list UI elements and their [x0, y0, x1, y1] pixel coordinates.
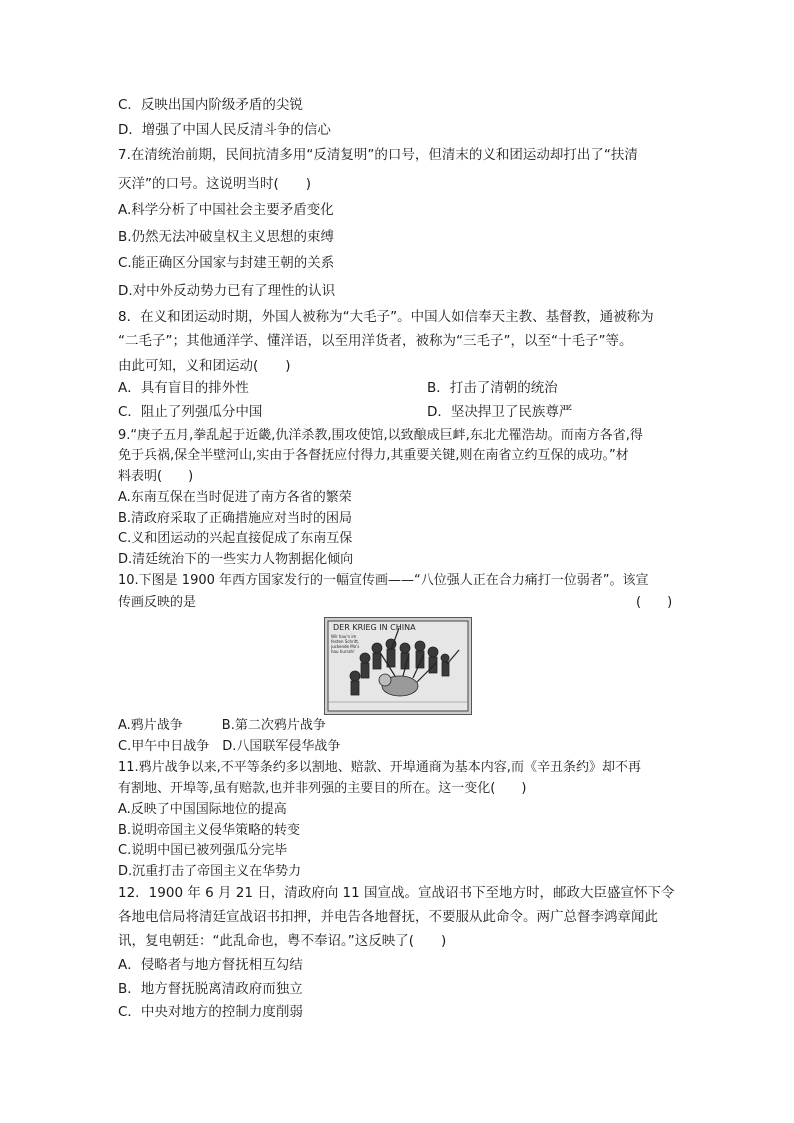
q10-answer-paren: ( ): [636, 595, 673, 610]
q12-stem-line2: 各地电信局将清廷宣战诏书扣押，并电告各地督抚，不要服从此命令。两广总督李鸿章闻此: [118, 909, 658, 925]
q8-option-a: A．具有盲目的排外性: [118, 380, 249, 396]
q12-option-a: A．侵略者与地方督抚相互勾结: [118, 957, 303, 973]
q8-stem-line1: 8．在义和团运动时期，外国人被称为“大毛子”。中国人如信奉天主教、基督教，通被称为: [118, 309, 654, 325]
q7-stem-line1: 7.在清统治前期，民间抗清多用“反清复明”的口号，但清末的义和团运动却打出了“扶清: [118, 147, 638, 163]
q9-option-d: D.清廷统治下的一些实力人物割据化倾向: [118, 552, 354, 567]
q10-option-cd: C.甲午中日战争 D.八国联军侵华战争: [118, 739, 341, 754]
illustration-art: [325, 618, 471, 714]
q11-option-d: D.沉重打击了帝国主义在华势力: [118, 864, 302, 879]
q10-option-ab: A.鸦片战争 B.第二次鸦片战争: [118, 718, 326, 733]
q10-stem-line1: 10.下图是 1900 年西方国家发行的一幅宣传画——“八位强人正在合力痛打一位弱者”。该宣: [118, 573, 649, 588]
q8-option-d: D．坚决捍卫了民族尊严: [427, 404, 573, 420]
q11-stem-line1: 11.鸦片战争以来,不平等条约多以割地、赔款、开埠通商为基本内容,而《辛丑条约》却不再: [118, 760, 641, 775]
q8-option-b: B．打击了清朝的统治: [427, 380, 558, 396]
q11-option-a: A.反映了中国国际地位的提高: [118, 802, 287, 817]
q7-option-d: D.对中外反动势力已有了理性的认识: [118, 283, 336, 299]
illustration-banner: DER KRIEG IN CHINA: [333, 623, 416, 632]
q10-stem-line2: 传画反映的是: [118, 595, 197, 610]
q7-option-b: B.仍然无法冲破皇权主义思想的束缚: [118, 229, 335, 245]
q9-stem-line1: 9.“庚子五月,拳乱起于近畿,仇洋杀教,围攻使馆,以致酿成巨衅,东北尤罹浩劫。而南方各省,得: [118, 428, 643, 443]
illustration-caption: Wir hau'n im festen Schritt, juckende Mo's hau hurrah!: [331, 634, 360, 654]
q9-option-b: B.清政府采取了正确措施应对当时的困局: [118, 511, 353, 526]
q8-stem-line2: “二毛子”；其他通洋学、懂洋语，以至用洋货者，被称为“三毛子”，以至“十毛子”等。: [118, 333, 633, 349]
q9-stem-line3: 料表明( ): [118, 469, 194, 484]
q12-option-b: B．地方督抚脱离清政府而独立: [118, 981, 303, 997]
q9-option-a: A.东南互保在当时促进了南方各省的繁荣: [118, 490, 352, 505]
q9-option-c: C.义和团运动的兴起直接促成了东南互保: [118, 531, 353, 546]
q11-stem-line2: 有割地、开埠等,虽有赔款,也并非列强的主要目的所在。这一变化( ): [118, 781, 527, 796]
q7-option-c: C.能正确区分国家与封建王朝的关系: [118, 255, 335, 271]
q7-option-a: A.科学分析了中国社会主要矛盾变化: [118, 202, 334, 218]
q12-option-c: C．中央对地方的控制力度削弱: [118, 1004, 303, 1020]
q6-option-d: D．增强了中国人民反清斗争的信心: [118, 122, 331, 138]
q8-option-c: C．阻止了列强瓜分中国: [118, 404, 263, 420]
q11-option-b: B.说明帝国主义侵华策略的转变: [118, 823, 301, 838]
q9-stem-line2: 免于兵祸,保全半壁河山,实由于各督抚应付得力,其重要关键,则在南省立约互保的成功。”材: [118, 448, 629, 463]
q12-stem-line3: 讯，复电朝廷：“此乱命也，粤不奉诏。”这反映了( ): [118, 933, 447, 949]
q11-option-c: C.说明中国已被列强瓜分完毕: [118, 843, 288, 858]
q8-stem-line3: 由此可知，义和团运动( ): [118, 358, 291, 374]
q7-stem-line2: 灭洋”的口号。这说明当时( ): [118, 176, 312, 192]
q6-option-c: C．反映出国内阶级矛盾的尖锐: [118, 97, 303, 113]
propaganda-illustration: [324, 617, 472, 715]
q12-stem-line1: 12．1900 年 6 月 21 日，清政府向 11 国宣战。宣战诏书下至地方时，邮政大臣盛宣怀下令: [118, 885, 675, 901]
